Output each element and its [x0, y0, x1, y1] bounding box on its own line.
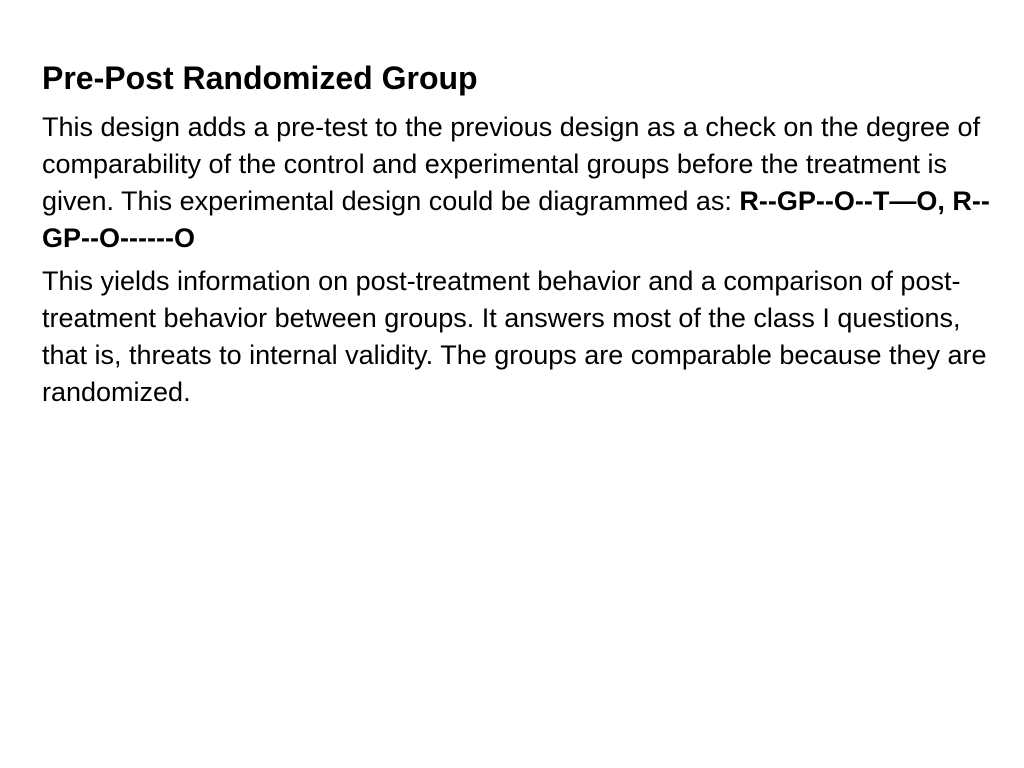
design-diagram-notation: R--GP--O--T—O, R--GP--O------O [42, 186, 990, 253]
paragraph-design-description [42, 109, 1002, 257]
slide-title: Pre-Post Randomized Group [42, 60, 478, 96]
paragraph-design-text: This design adds a pre-test to the previous design as a check on the degree of comparability of the control and experimental groups before the treatment is given. This experimental design could be diagrammed as: [42, 112, 981, 216]
paragraph-design-benefits: This yields information on post-treatment behavior and a comparison of post-treatment behavior between groups. It answers most of the class I questions, that is, threats to internal validity. The groups are comparable because they are randomized. [42, 266, 987, 407]
slide-content [42, 55, 1002, 411]
